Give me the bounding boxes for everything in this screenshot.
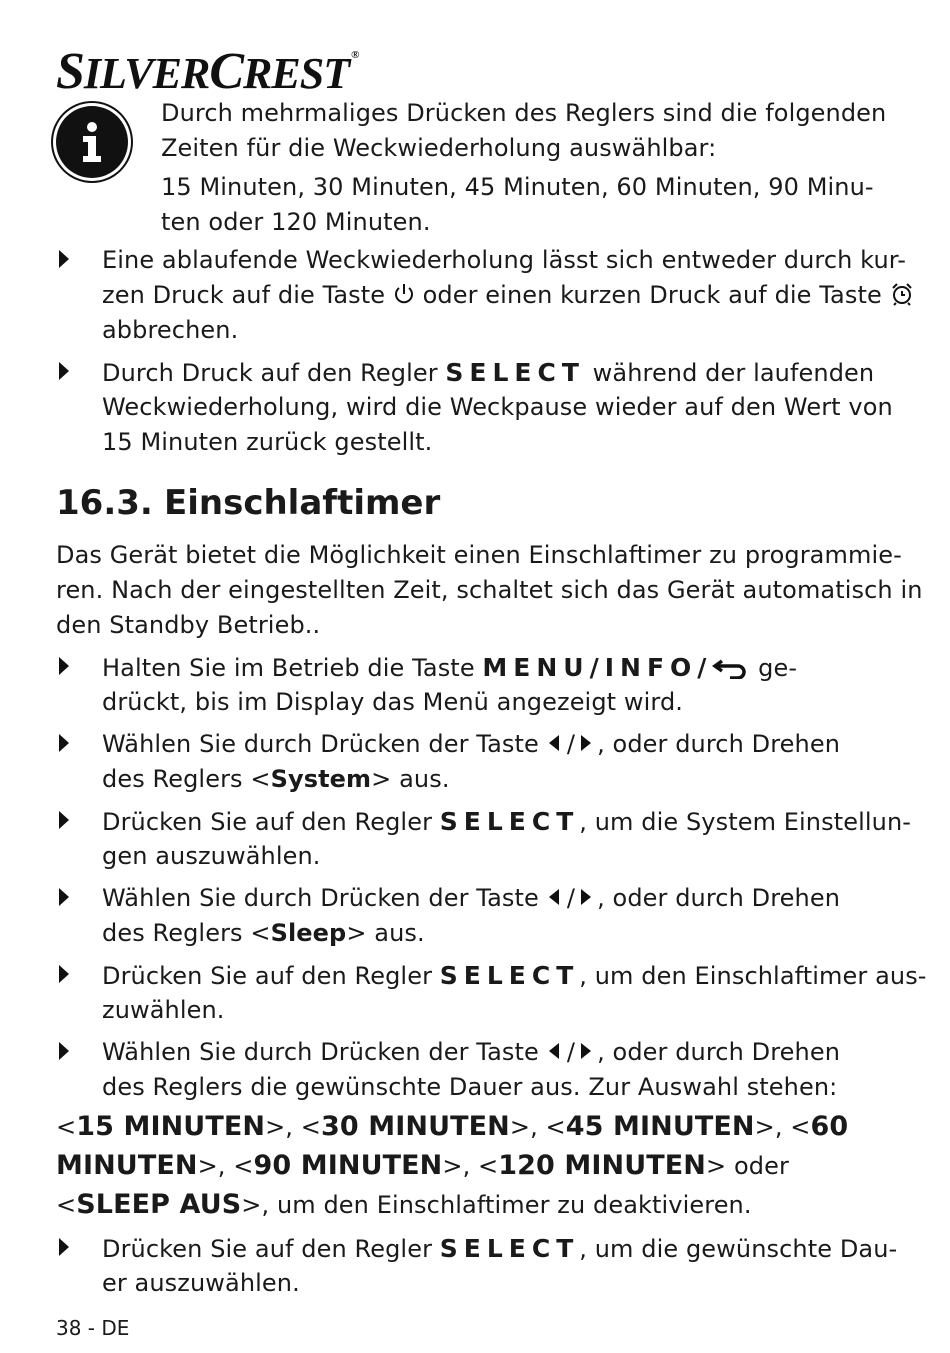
options-line-3: <SLEEP AUS>, um den Einschlaftimer zu deaktivieren. <box>56 1189 752 1220</box>
bullet-arrow-icon <box>59 1042 69 1060</box>
step-text: Wählen Sie durch Drücken der Taste / , oder durch Drehen <box>102 1038 841 1066</box>
bullet-arrow-icon <box>59 888 69 906</box>
step-text: Drücken Sie auf den Regler SELECT, um den Einschlaftimer aus- <box>102 961 927 990</box>
info-icon <box>56 106 128 178</box>
info-line-4: ten oder 120 Minuten. <box>161 208 431 236</box>
intro-line-3: den Standby Betrieb.. <box>56 611 321 639</box>
step-text: gen auszuwählen. <box>102 842 321 870</box>
bullet-text: 15 Minuten zurück gestellt. <box>102 428 433 456</box>
step-text: des Reglers <Sleep> aus. <box>102 919 425 947</box>
select-key-label: SELECT <box>439 1234 580 1263</box>
bullet-arrow-icon <box>59 734 69 752</box>
left-key-icon <box>549 735 559 751</box>
bullet-text: Durch Druck auf den Regler SELECT während der laufenden <box>102 358 875 387</box>
intro-line-2: ren. Nach der eingestellten Zeit, schaltet sich das Gerät automatisch in <box>56 576 923 604</box>
section-heading: 16.3. Einschlaftimer <box>56 483 441 523</box>
step-text: Wählen Sie durch Drücken der Taste / , oder durch Drehen <box>102 730 841 758</box>
step-text: des Reglers <System> aus. <box>102 765 450 793</box>
bullet-arrow-icon <box>59 250 69 268</box>
info-line-3: 15 Minuten, 30 Minuten, 45 Minuten, 60 Minuten, 90 Minu- <box>161 173 874 201</box>
power-icon <box>393 281 415 316</box>
right-key-icon <box>581 735 591 751</box>
options-line-2: MINUTEN>, <90 MINUTEN>, <120 MINUTEN> oder <box>56 1150 789 1181</box>
step-text: Drücken Sie auf den Regler SELECT, um die System Einstellun- <box>102 807 912 836</box>
bullet-arrow-icon <box>59 811 69 829</box>
step-text: des Reglers die gewünschte Dauer aus. Zur Auswahl stehen: <box>102 1073 838 1101</box>
bullet-arrow-icon <box>59 362 69 380</box>
step-text: drückt, bis im Display das Menü angezeigt wird. <box>102 688 684 716</box>
select-key-label: SELECT <box>439 807 580 836</box>
step-text: er auszuwählen. <box>102 1269 300 1297</box>
info-line-2: Zeiten für die Weckwiederholung auswählbar: <box>161 134 717 162</box>
right-key-icon <box>581 889 591 905</box>
intro-line-1: Das Gerät bietet die Möglichkeit einen Einschlaftimer zu programmie- <box>56 541 902 569</box>
bullet-arrow-icon <box>59 657 69 675</box>
select-key-label: SELECT <box>439 961 580 990</box>
select-key-label: SELECT <box>445 358 585 387</box>
step-text: Drücken Sie auf den Regler SELECT, um die gewünschte Dau- <box>102 1234 898 1263</box>
step-text: Halten Sie im Betrieb die Taste MENU/INFO/ ge- <box>102 650 797 689</box>
bullet-text: zen Druck auf die Taste oder einen kurzen Druck auf die Taste <box>102 278 914 316</box>
bullet-arrow-icon <box>59 1238 69 1256</box>
left-key-icon <box>549 889 559 905</box>
brand-logo: SILVERCREST ® <box>56 43 359 100</box>
page-number: 38 - DE <box>56 1316 130 1340</box>
bullet-text: Eine ablaufende Weckwiederholung lässt sich entweder durch kur- <box>102 246 906 274</box>
info-line-1: Durch mehrmaliges Drücken des Reglers sind die folgenden <box>161 99 887 127</box>
right-key-icon <box>581 1043 591 1059</box>
back-arrow-icon <box>712 654 750 689</box>
menu-info-key-label: MENU/INFO/ <box>482 653 713 682</box>
bullet-text: Weckwiederholung, wird die Weckpause wieder auf den Wert von <box>102 393 893 421</box>
step-text: Wählen Sie durch Drücken der Taste / , oder durch Drehen <box>102 884 841 912</box>
alarm-clock-icon <box>890 281 914 316</box>
left-key-icon <box>549 1043 559 1059</box>
bullet-arrow-icon <box>59 965 69 983</box>
step-text: zuwählen. <box>102 996 225 1024</box>
bullet-text: abbrechen. <box>102 316 239 344</box>
options-line-1: <15 MINUTEN>, <30 MINUTEN>, <45 MINUTEN>, <60 <box>56 1111 849 1142</box>
